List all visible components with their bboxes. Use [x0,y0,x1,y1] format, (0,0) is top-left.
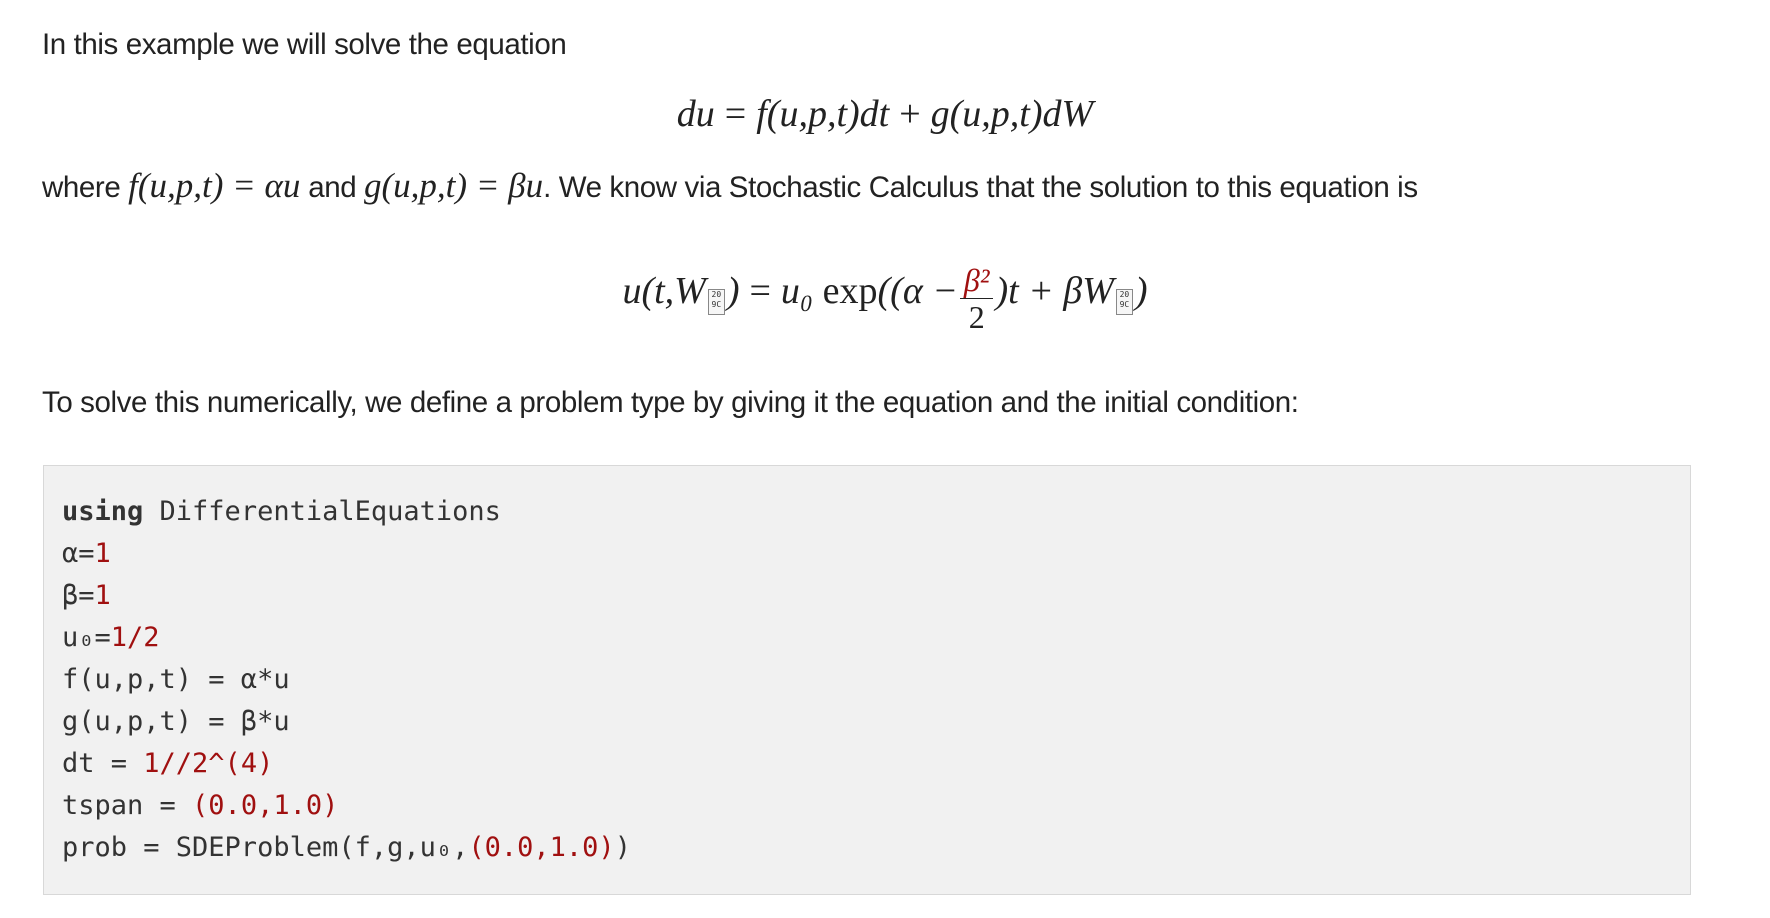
code-line: f(u,p,t) = α*u [62,664,290,695]
where-text: where f(u,p,t) = αu and g(u,p,t) = βu. We know via Stochastic Calculus that the solution to this equation is [42,166,1418,205]
code-line: prob = SDEProblem(f,g,u₀,(0.0,1.0)) [62,832,631,863]
intro-text: In this example we will solve the equation [42,28,567,61]
drift-function: f(u,p,t) = αu [128,166,301,205]
beta-squared-fraction: $\frac{\text{β²}}{2}$ [960,262,994,335]
code-line: dt = 1//2^(4) [62,748,274,779]
solution-equation: u(t,W 20 9C ) = u₀ exp((α − $\frac{\text{β²}}{2}$ )t + βW 20 9C ) [622,262,1148,335]
code-line: u₀=1/2 [62,622,160,653]
problem-text: To solve this numerically, we define a problem type by giving it the equation and the initial condition: [42,386,1299,419]
missing-glyph-icon: 20 9C [708,289,725,315]
code-line: α=1 [62,538,111,569]
code-line: β=1 [62,580,111,611]
code-line: tspan = (0.0,1.0) [62,790,339,821]
code-line: using DifferentialEquations [62,496,501,527]
sde-equation: du = f(u,p,t)dt + g(u,p,t)dW [676,93,1094,135]
missing-glyph-icon: 20 9C [1116,289,1133,315]
code-block [43,465,1691,895]
code-line: g(u,p,t) = β*u [62,706,290,737]
diffusion-function: g(u,p,t) = βu [364,166,544,205]
